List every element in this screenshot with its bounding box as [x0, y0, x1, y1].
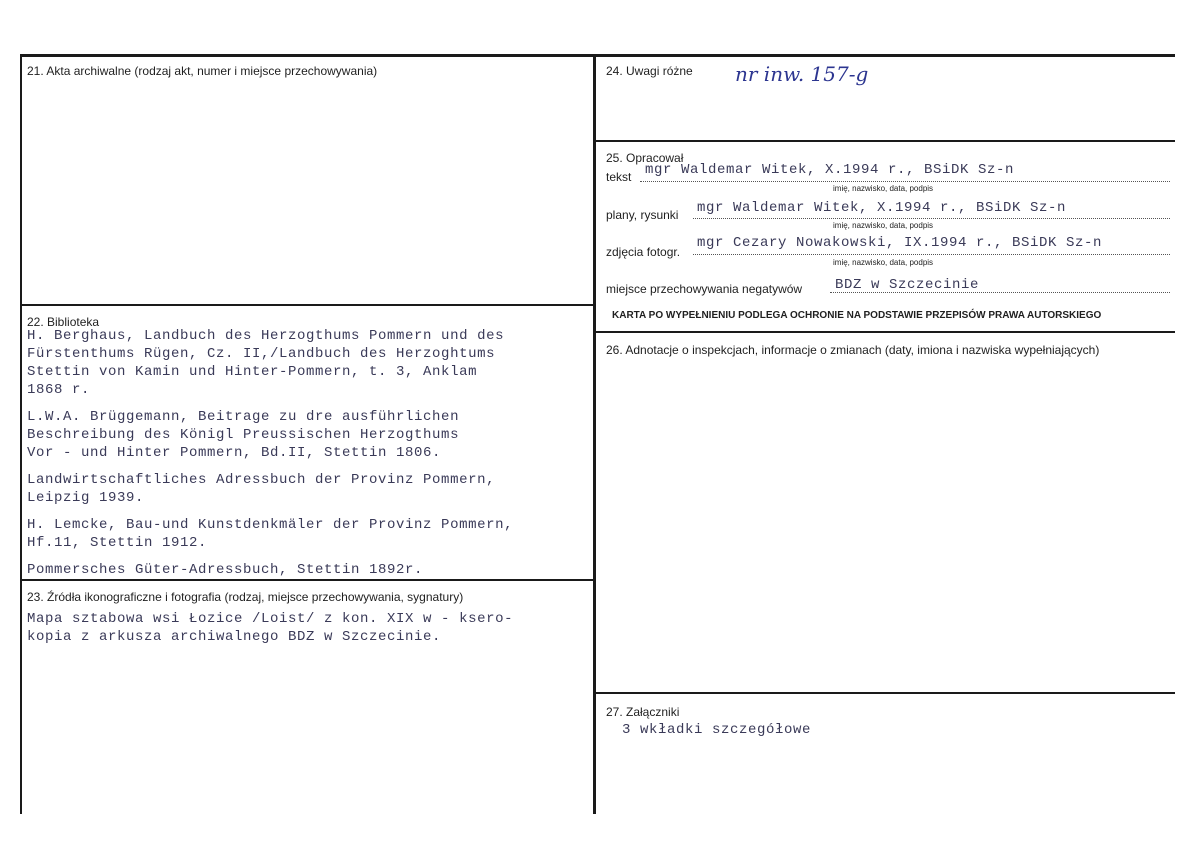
right-divider-24-25	[595, 140, 1175, 142]
plany-dotted-line	[693, 218, 1170, 219]
zdjecia-author-value: mgr Cezary Nowakowski, IX.1994 r., BSiDK Sz-n	[697, 235, 1103, 251]
bibliography-line: L.W.A. Brüggemann, Beitrage zu dre ausführlichen	[27, 409, 460, 425]
field-21-label: 21. Akta archiwalne (rodzaj akt, numer i miejsce przechowywania)	[27, 64, 378, 78]
iconographic-sources	[27, 610, 513, 646]
left-divider-22-23	[20, 579, 596, 581]
copyright-notice: KARTA PO WYPEŁNIENIU PODLEGA OCHRONIE NA PODSTAWIE PRZEPISÓW PRAWA AUTORSKIEGO	[612, 310, 1102, 321]
zdjecia-caption: imię, nazwisko, data, podpis	[833, 258, 934, 267]
bibliography-line: Pommersches Güter-Adressbuch, Stettin 1892r.	[27, 562, 424, 578]
negatives-dotted-line	[830, 292, 1170, 293]
field-27-label: 27. Załączniki	[606, 705, 680, 719]
bibliography-line: Vor - und Hinter Pommern, Bd.II, Stettin 1806.	[27, 445, 442, 461]
tekst-label: tekst	[606, 170, 632, 184]
bibliography-entry	[27, 408, 513, 462]
iconographic-line: Mapa sztabowa wsi Łozice /Loist/ z kon. XIX w - ksero-	[27, 611, 514, 627]
top-border	[20, 54, 1175, 57]
plany-author-value: mgr Waldemar Witek, X.1994 r., BSiDK Sz-n	[697, 200, 1067, 216]
bibliography-entry	[27, 516, 513, 552]
bibliography-entry	[27, 561, 513, 579]
left-divider-21-22	[20, 304, 596, 306]
bibliography-line: Stettin von Kamin und Hinter-Pommern, t. 3, Anklam	[27, 364, 478, 380]
negatives-location-label: miejsce przechowywania negatywów	[606, 282, 803, 296]
bibliography-line: Hf.11, Stettin 1912.	[27, 535, 208, 551]
field-26-label: 26. Adnotacje o inspekcjach, informacje o zmianach (daty, imiona i nazwiska wypełniających)	[606, 343, 1100, 357]
handwritten-inventory-note: nr inw. 157-g	[735, 62, 869, 86]
field-22-label: 22. Biblioteka	[27, 315, 100, 329]
field-25-label: 25. Opracował	[606, 151, 684, 165]
bibliography-line: 1868 r.	[27, 382, 91, 398]
plany-label: plany, rysunki	[606, 208, 679, 222]
attachments-value: 3 wkładki szczegółowe	[622, 722, 812, 738]
zdjecia-label: zdjęcia fotogr.	[606, 245, 681, 259]
field-24-label: 24. Uwagi różne	[606, 64, 693, 78]
plany-caption: imię, nazwisko, data, podpis	[833, 221, 934, 230]
zdjecia-dotted-line	[693, 254, 1170, 255]
bibliography-entry	[27, 471, 513, 507]
right-divider-26-27	[595, 692, 1175, 694]
iconographic-line: kopia z arkusza archiwalnego BDZ w Szczecinie.	[27, 629, 442, 645]
bibliography-entry	[27, 327, 513, 399]
tekst-caption: imię, nazwisko, data, podpis	[833, 184, 934, 193]
bibliography-list	[27, 327, 513, 579]
field-23-label: 23. Źródła ikonograficzne i fotografia (rodzaj, miejsce przechowywania, sygnatury)	[27, 590, 464, 604]
tekst-author-value: mgr Waldemar Witek, X.1994 r., BSiDK Sz-n	[645, 162, 1015, 178]
bibliography-line: Fürstenthums Rügen, Cz. II,/Landbuch des Herzoghtums	[27, 346, 496, 362]
bibliography-line: H. Berghaus, Landbuch des Herzogthums Pommern und des	[27, 328, 505, 344]
bibliography-line: Beschreibung des Königl Preussischen Herzogthums	[27, 427, 460, 443]
bibliography-line: Leipzig 1939.	[27, 490, 145, 506]
bibliography-line: Landwirtschaftliches Adressbuch der Provinz Pommern,	[27, 472, 496, 488]
tekst-dotted-line	[640, 181, 1170, 182]
bibliography-line: H. Lemcke, Bau-und Kunstdenkmäler der Provinz Pommern,	[27, 517, 514, 533]
right-divider-25-26	[595, 331, 1175, 333]
center-divider	[593, 54, 596, 814]
left-border	[20, 54, 22, 814]
negatives-location-value: BDZ w Szczecinie	[835, 277, 980, 293]
